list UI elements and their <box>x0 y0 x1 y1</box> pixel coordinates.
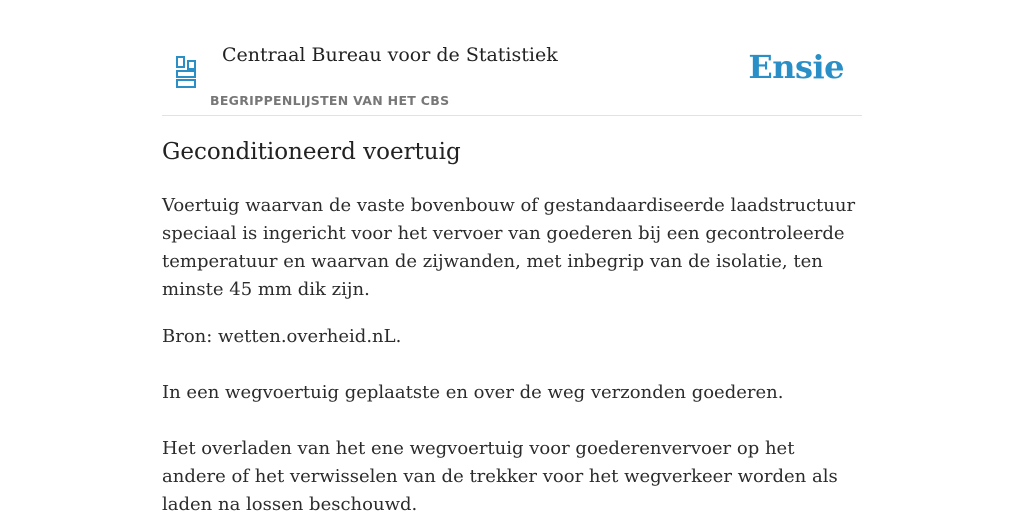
ensie-brand-link[interactable]: Ensie <box>748 48 844 86</box>
cbs-logo-icon <box>174 55 198 89</box>
page <box>162 0 862 515</box>
page-title: Geconditioneerd voertuig <box>162 139 461 165</box>
definition-text: Voertuig waarvan de vaste bovenbouw of gestandaardiseerde laadstructuur speciaal is ingericht voor het vervoer van goederen bij een gecontroleerde temperatuur en waarvan de zijwanden, met inbegrip van de isolatie, ten minste 45 mm dik zijn. <box>162 195 856 300</box>
paragraph-text: Het overladen van het ene wegvoertuig voor goederenvervoer op het andere of het verwisselen van de trekker voor het wegverkeer worden als laden na lossen beschouwd. <box>162 438 838 515</box>
source-text: Bron: wetten.overheid.nL. <box>162 326 402 347</box>
organization-name: Centraal Bureau voor de Statistiek <box>222 44 558 66</box>
header-subtitle[interactable]: BEGRIPPENLIJSTEN VAN HET CBS <box>210 93 450 108</box>
header <box>162 0 862 116</box>
paragraph-text: In een wegvoertuig geplaatste en over de weg verzonden goederen. <box>162 382 784 403</box>
